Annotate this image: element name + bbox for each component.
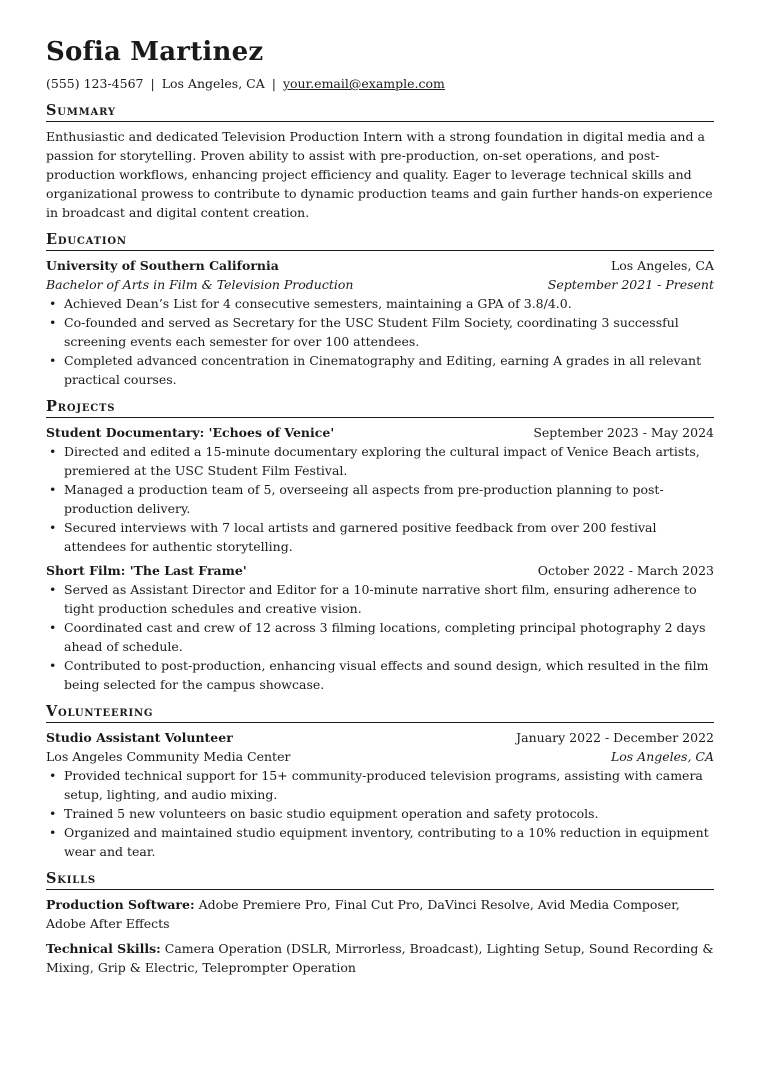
project-bullet-list xyxy=(46,442,714,556)
project-bullet-list xyxy=(46,580,714,694)
list-item: • Organized and maintained studio equipment inventory, contributing to a 10% reduction in equipment wear and tear. xyxy=(46,823,714,861)
skill-value: Camera Operation (DSLR, Mirrorless, Broadcast), Lighting Setup, Sound Recording & Mixing, Grip & Electric, Teleprompter Operation xyxy=(46,941,714,975)
volunteer-location: Los Angeles, CA xyxy=(610,749,714,764)
school-name: University of Southern California xyxy=(46,258,279,273)
candidate-name: Sofia Martinez xyxy=(46,37,264,67)
volunteering-entry xyxy=(46,728,714,861)
project-name: Short Film: 'The Last Frame' xyxy=(46,563,247,578)
skill-label: Production Software: xyxy=(46,897,195,912)
section-heading-projects: Projects xyxy=(46,398,714,418)
contact-separator: | xyxy=(271,76,276,91)
school-location: Los Angeles, CA xyxy=(610,258,714,273)
volunteering-section xyxy=(46,703,714,861)
project-entry xyxy=(46,561,714,694)
volunteer-bullet-list xyxy=(46,766,714,861)
degree-name: Bachelor of Arts in Film & Television Production xyxy=(46,277,354,292)
section-heading-education: Education xyxy=(46,231,714,251)
project-dates: October 2022 - March 2023 xyxy=(537,563,714,578)
email-link[interactable]: your.email@example.com xyxy=(282,76,445,91)
list-item: • Managed a production team of 5, overseeing all aspects from pre-production planning to post-production delivery. xyxy=(46,480,714,518)
list-item: • Provided technical support for 15+ community-produced television programs, assisting with camera setup, lighting, and audio mixing. xyxy=(46,766,714,804)
list-item: • Trained 5 new volunteers on basic studio equipment operation and safety protocols. xyxy=(46,804,714,823)
phone-number: (555) 123-4567 xyxy=(46,76,144,91)
contact-line xyxy=(46,75,714,93)
list-item: • Contributed to post-production, enhancing visual effects and sound design, which resulted in the film being selected for the campus showcase. xyxy=(46,656,714,694)
education-section xyxy=(46,231,714,389)
summary-text: Enthusiastic and dedicated Television Production Intern with a strong foundation in digital media and a passion for storytelling. Proven ability to assist with pre-production, on-set operations, and post-production workflows, enhancing project efficiency and quality. Eager to leverage technical skills and organizational prowess to contribute to dynamic production teams and gain further hands-on experience in broadcast and digital content creation. xyxy=(46,129,713,220)
project-name: Student Documentary: 'Echoes of Venice' xyxy=(46,425,335,440)
section-heading-volunteering: Volunteering xyxy=(46,703,714,723)
skill-value: Adobe Premiere Pro, Final Cut Pro, DaVinci Resolve, Avid Media Composer, Adobe After Effects xyxy=(46,897,680,931)
list-item: • Secured interviews with 7 local artists and garnered positive feedback from over 200 festival attendees for authentic storytelling. xyxy=(46,518,714,556)
project-entry xyxy=(46,423,714,556)
projects-section xyxy=(46,398,714,694)
summary-section xyxy=(46,102,714,222)
education-dates: September 2021 - Present xyxy=(547,277,714,292)
location-text: Los Angeles, CA xyxy=(161,76,265,91)
section-heading-skills: Skills xyxy=(46,870,714,890)
volunteer-organization: Los Angeles Community Media Center xyxy=(46,749,291,764)
skill-line xyxy=(46,939,714,977)
education-entry xyxy=(46,256,714,389)
resume-page xyxy=(46,36,714,977)
skill-label: Technical Skills: xyxy=(46,941,161,956)
list-item: • Directed and edited a 15-minute documentary exploring the cultural impact of Venice Beach artists, premiered at the USC Student Film Festival. xyxy=(46,442,714,480)
skill-line xyxy=(46,895,714,933)
list-item: • Co-founded and served as Secretary for the USC Student Film Society, coordinating 3 successful screening events each semester for over 100 attendees. xyxy=(46,313,714,351)
section-heading-summary: Summary xyxy=(46,102,714,122)
list-item: • Achieved Dean’s List for 4 consecutive semesters, maintaining a GPA of 3.8/4.0. xyxy=(46,294,714,313)
education-bullet-list xyxy=(46,294,714,389)
volunteer-role: Studio Assistant Volunteer xyxy=(46,730,233,745)
contact-separator: | xyxy=(150,76,155,91)
list-item: • Completed advanced concentration in Cinematography and Editing, earning A grades in all relevant practical courses. xyxy=(46,351,714,389)
list-item: • Served as Assistant Director and Editor for a 10-minute narrative short film, ensuring adherence to tight production schedules and creative vision. xyxy=(46,580,714,618)
volunteer-dates: January 2022 - December 2022 xyxy=(516,730,714,745)
skills-section xyxy=(46,870,714,977)
list-item: • Coordinated cast and crew of 12 across 3 filming locations, completing principal photography 2 days ahead of schedule. xyxy=(46,618,714,656)
project-dates: September 2023 - May 2024 xyxy=(533,425,714,440)
